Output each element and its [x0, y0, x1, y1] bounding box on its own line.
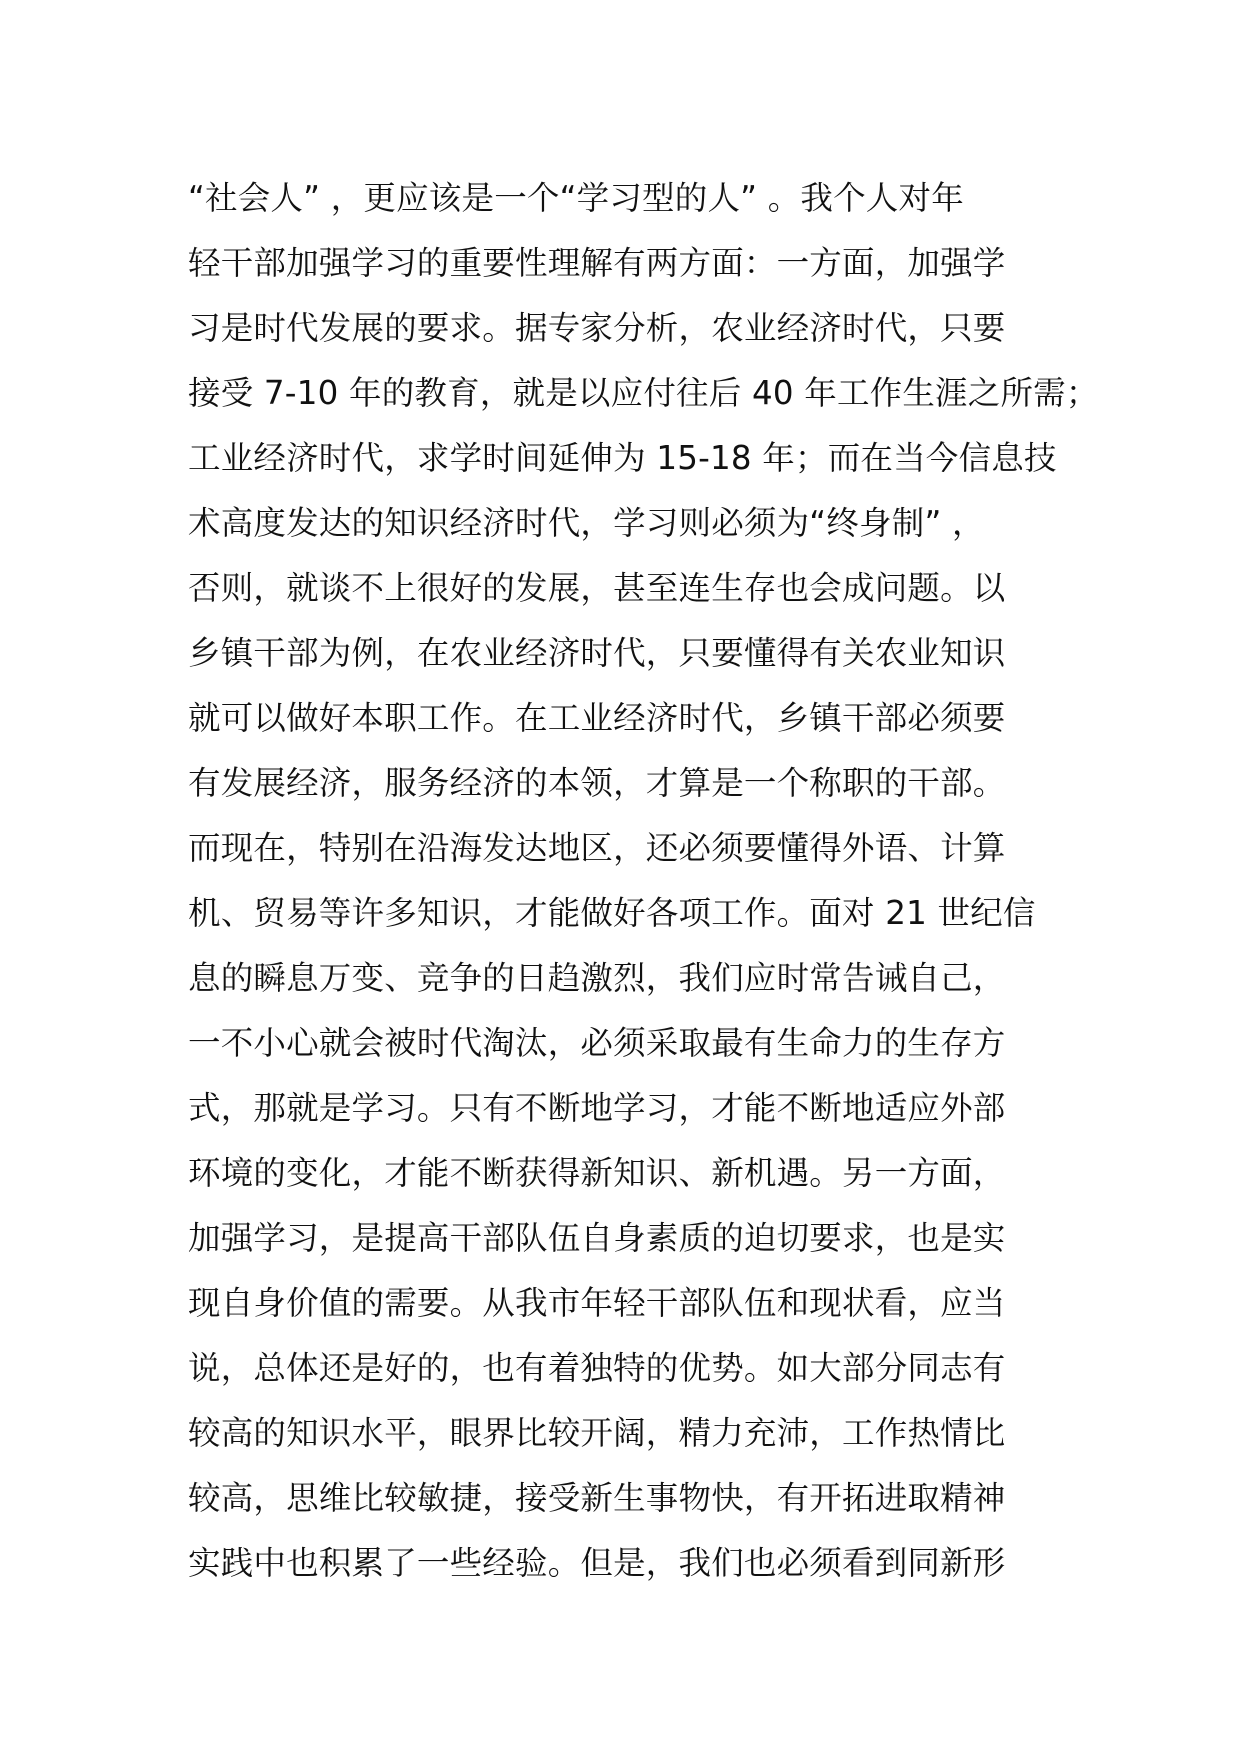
text-line: “社会人” ，更应该是一个“学习型的人” 。我个人对年: [188, 179, 964, 217]
body-paragraph: [188, 166, 1099, 1596]
text-line: 而现在，特别在沿海发达地区，还必须要懂得外语、计算: [188, 829, 1006, 867]
text-line: 习是时代发展的要求。据专家分析，农业经济时代，只要: [188, 309, 1006, 347]
text-line: 说，总体还是好的，也有着独特的优势。如大部分同志有: [188, 1349, 1006, 1387]
text-line: 环境的变化，才能不断获得新知识、新机遇。另一方面，: [188, 1154, 1006, 1192]
text-line: 较高的知识水平，眼界比较开阔，精力充沛，工作热情比: [188, 1414, 1006, 1452]
text-line: 有发展经济，服务经济的本领，才算是一个称职的干部。: [188, 764, 1006, 802]
text-line: 工业经济时代，求学时间延伸为 15-18 年；而在当今信息技: [188, 439, 1057, 477]
text-line: 实践中也积累了一些经验。但是，我们也必须看到同新形: [188, 1544, 1006, 1582]
text-line: 乡镇干部为例，在农业经济时代，只要懂得有关农业知识: [188, 634, 1006, 672]
text-line: 式，那就是学习。只有不断地学习，才能不断地适应外部: [188, 1089, 1006, 1127]
text-line: 加强学习，是提高干部队伍自身素质的迫切要求，也是实: [188, 1219, 1006, 1257]
text-line: 息的瞬息万变、竞争的日趋激烈，我们应时常告诫自己，: [188, 959, 1006, 997]
text-line: 接受 7-10 年的教育，就是以应付往后 40 年工作生涯之所需；: [188, 374, 1099, 412]
text-line: 轻干部加强学习的重要性理解有两方面：一方面，加强学: [188, 244, 1006, 282]
text-line: 就可以做好本职工作。在工业经济时代，乡镇干部必须要: [188, 699, 1006, 737]
text-line: 较高，思维比较敏捷，接受新生事物快，有开拓进取精神: [188, 1479, 1006, 1517]
text-line: 一不小心就会被时代淘汰，必须采取最有生命力的生存方: [188, 1024, 1006, 1062]
text-line: 否则，就谈不上很好的发展，甚至连生存也会成问题。以: [188, 569, 1006, 607]
text-line: 机、贸易等许多知识，才能做好各项工作。面对 21 世纪信: [188, 894, 1036, 932]
text-line: 术高度发达的知识经济时代，学习则必须为“终身制” ，: [188, 504, 985, 542]
text-line: 现自身价值的需要。从我市年轻干部队伍和现状看，应当: [188, 1284, 1006, 1322]
